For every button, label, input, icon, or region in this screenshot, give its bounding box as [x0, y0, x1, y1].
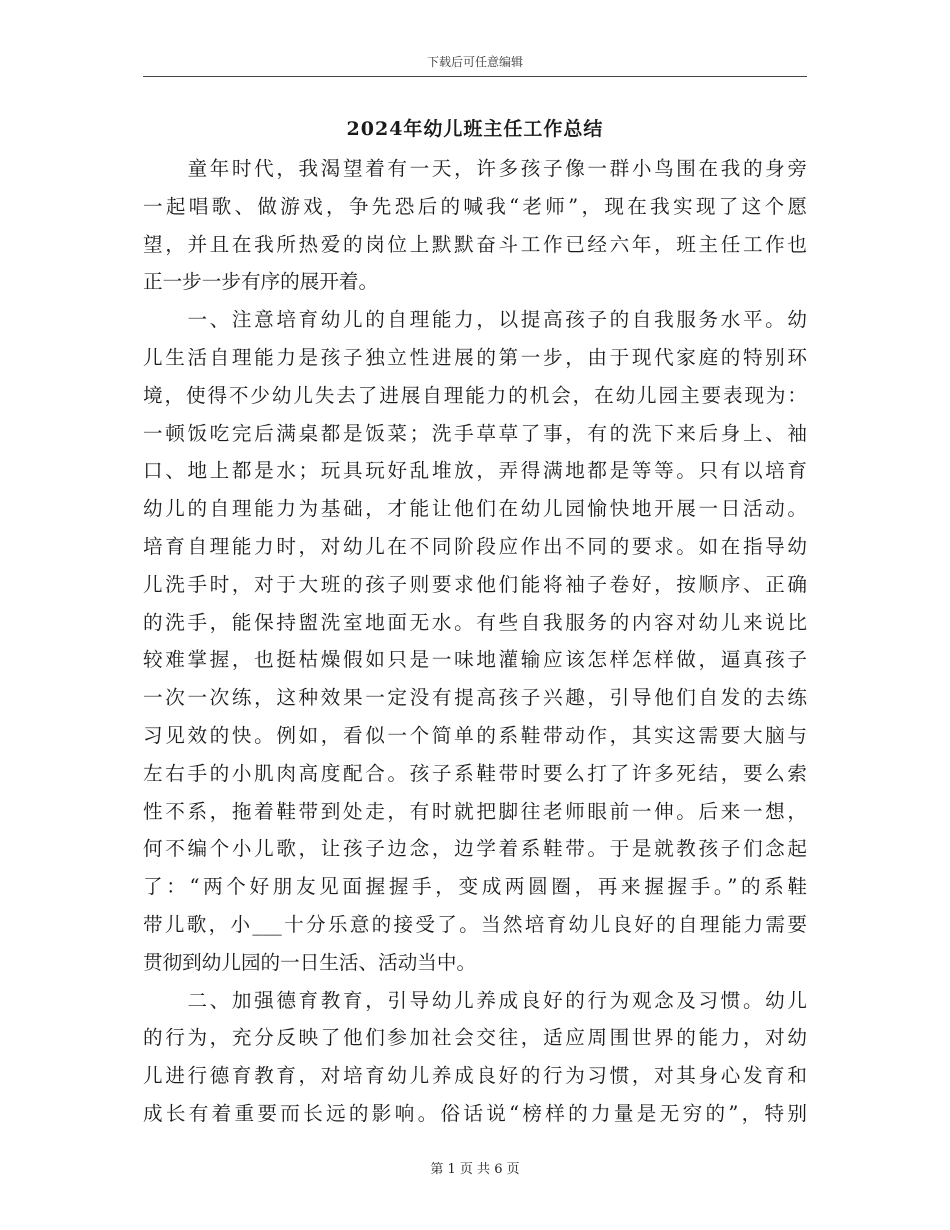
body-text-line: 一起唱歌、做游戏，争先恐后的喊我“老师”，现在我实现了这个愿	[143, 194, 807, 218]
body-text-line: 童年时代，我渴望着有一天，许多孩子像一群小鸟围在我的身旁	[143, 157, 807, 180]
body-text-line: 儿生活自理能力是孩子独立性进展的第一步，由于现代家庭的特别环	[143, 345, 807, 369]
body-text-line: 望，并且在我所热爱的岗位上默默奋斗工作已经六年，班主任工作也	[143, 232, 807, 256]
page-footer: 第 1 页 共 6 页	[430, 1162, 520, 1177]
body-text-line: 贯彻到幼儿园的一日生活、活动当中。	[143, 950, 477, 974]
body-text-line: 性不系，拖着鞋带到处走，有时就把脚往老师眼前一伸。后来一想，	[143, 799, 807, 823]
body-text-line: 一顿饭吃完后满桌都是饭菜；洗手草草了事，有的洗下来后身上、袖	[143, 421, 807, 445]
body-text-line: 幼儿的自理能力为基础，才能让他们在幼儿园愉快地开展一日活动。	[143, 497, 807, 521]
body-text-line: 成长有着重要而长远的影响。俗话说“榜样的力量是无穷的”，特别	[143, 1101, 807, 1125]
body-text-line: 的洗手，能保持盥洗室地面无水。有些自我服务的内容对幼儿来说比	[143, 610, 807, 634]
body-text-line: 何不编个小儿歌，让孩子边念，边学着系鞋带。于是就教孩子们念起	[143, 837, 807, 861]
body-text-line: 左右手的小肌肉高度配合。孩子系鞋带时要么打了许多死结，要么索	[143, 761, 807, 785]
body-text-line: 口、地上都是水；玩具玩好乱堆放，弄得满地都是等等。只有以培育	[143, 459, 807, 483]
body-text-line: 习见效的快。例如，看似一个简单的系鞋带动作，其实这需要大脑与	[143, 723, 807, 747]
body-text-line: 境，使得不少幼儿失去了进展自理能力的机会，在幼儿园主要表现为：	[143, 383, 807, 407]
body-text-line: 培育自理能力时，对幼儿在不同阶段应作出不同的要求。如在指导幼	[143, 534, 807, 558]
body-text-line: 较难掌握，也挺枯燥假如只是一味地灌输应该怎样怎样做，逼真孩子	[143, 648, 807, 672]
header-divider	[143, 76, 807, 77]
body-text-line: 正一步一步有序的展开着。	[143, 270, 379, 294]
body-text-line: 二、加强德育教育，引导幼儿养成良好的行为观念及习惯。幼儿	[143, 988, 807, 1012]
page-header: 下载后可任意编辑	[426, 55, 523, 69]
body-text-line: 一次一次练，这种效果一定没有提高孩子兴趣，引导他们自发的去练	[143, 686, 807, 710]
document-body	[143, 150, 807, 1133]
body-text-line: 了：“两个好朋友见面握握手，变成两圆圈，再来握握手。”的系鞋	[143, 875, 807, 899]
body-text-line: 儿进行德育教育，对培育幼儿养成良好的行为习惯，对其身心发育和	[143, 1064, 807, 1088]
body-text-line: 一、注意培育幼儿的自理能力，以提高孩子的自我服务水平。幼	[143, 308, 807, 332]
body-text-line: 带儿歌，小___十分乐意的接受了。当然培育幼儿良好的自理能力需要	[143, 912, 807, 936]
body-text-line: 儿洗手时，对于大班的孩子则要求他们能将袖子卷好，按顺序、正确	[143, 572, 807, 596]
body-text-line: 的行为，充分反映了他们参加社会交往，适应周围世界的能力，对幼	[143, 1026, 807, 1050]
document-title: 2024年幼儿班主任工作总结	[346, 118, 604, 140]
